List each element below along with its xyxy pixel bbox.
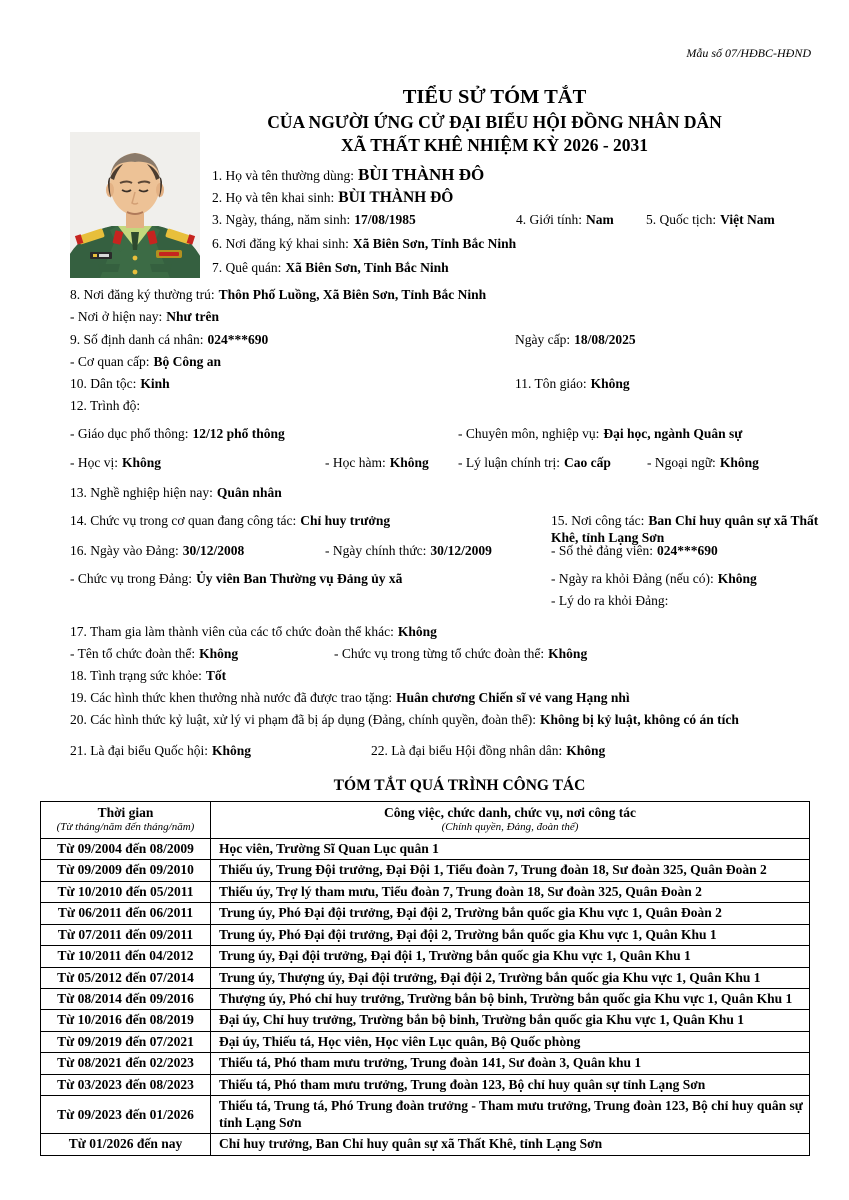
career-table-header-row xyxy=(41,801,810,838)
party-exit-date-label: - Ngày ra khỏi Đảng (nếu có): xyxy=(551,571,714,587)
national-assembly-value: Không xyxy=(211,742,251,758)
workplace-label: 15. Nơi công tác: xyxy=(551,512,645,528)
table-row xyxy=(41,924,810,945)
career-time: Từ 06/2011 đến 06/2011 xyxy=(41,903,211,924)
organization-position-label: - Chức vụ trong từng tổ chức đoàn thể: xyxy=(334,645,545,661)
career-time: Từ 10/2010 đến 05/2011 xyxy=(41,881,211,902)
id-number-field xyxy=(70,332,268,347)
career-header-time-sub: (Từ tháng/năm đến tháng/năm) xyxy=(56,820,195,833)
party-join-date-field xyxy=(70,543,244,558)
party-exit-reason-field xyxy=(551,593,668,609)
career-work: Thiếu úy, Trợ lý tham mưu, Tiểu đoàn 7, Trung đoàn 18, Sư đoàn 325, Quân Đoàn 2 xyxy=(211,881,810,902)
religion-value: Không xyxy=(590,375,630,391)
field-row-20 xyxy=(70,712,811,734)
title-line-1: TIỂU SỬ TÓM TẮT xyxy=(402,86,587,108)
ethnicity-label: 10. Dân tộc: xyxy=(70,375,137,391)
birth-registration-value: Xã Biên Sơn, Tỉnh Bắc Ninh xyxy=(352,236,517,252)
title-line-2: CỦA NGƯỜI ỨNG CỬ ĐẠI BIỂU HỘI ĐỒNG NHÂN DÂN xyxy=(267,112,722,133)
career-time: Từ 08/2014 đến 09/2016 xyxy=(41,988,211,1009)
party-join-date-value: 30/12/2008 xyxy=(182,543,245,559)
full-name-common-value: BÙI THÀNH ĐÔ xyxy=(357,165,485,185)
party-card-number-label: - Số thẻ đảng viên: xyxy=(551,543,653,559)
religion-label: 11. Tôn giáo: xyxy=(515,375,587,391)
career-work: Trung úy, Thượng úy, Đại đội trưởng, Đại đội 2, Trường bắn quốc gia Khu vực 1, Quân Khu 1 xyxy=(211,967,810,988)
nationality-field xyxy=(646,212,775,228)
foreign-language-label: - Ngoại ngữ: xyxy=(647,454,716,470)
table-row xyxy=(41,881,810,902)
field-row-16 xyxy=(70,543,811,565)
professional-education-value: Đại học, ngành Quân sự xyxy=(603,426,743,442)
peoples-council-label: 22. Là đại biểu Hội đồng nhân dân: xyxy=(371,742,563,758)
party-official-date-field xyxy=(325,543,492,559)
political-theory-field xyxy=(458,455,611,471)
health-status-value: Tốt xyxy=(205,668,227,684)
career-table xyxy=(40,801,810,1156)
organization-position-value: Không xyxy=(548,645,588,661)
field-row-14-15 xyxy=(70,512,819,545)
id-issue-date-label: Ngày cấp: xyxy=(515,331,571,347)
field-row-13 xyxy=(70,485,811,507)
party-exit-reason-label: - Lý do ra khỏi Đảng: xyxy=(551,593,669,609)
awards-value: Huân chương Chiến sĩ vẻ vang Hạng nhì xyxy=(396,690,630,706)
career-time: Từ 09/2019 đến 07/2021 xyxy=(41,1031,211,1052)
id-number-value: 024***690 xyxy=(207,331,269,347)
field-row-17 xyxy=(70,624,811,646)
field-row-12 xyxy=(70,398,811,420)
career-work: Thiếu tá, Trung tá, Phó Trung đoàn trưởng - Tham mưu trưởng, Trung đoàn 123, Bộ chỉ huy quân sự tỉnh Lạng Sơn xyxy=(211,1096,810,1134)
permanent-residence-label: 8. Nơi đăng ký thường trú: xyxy=(70,287,215,303)
career-time: Từ 09/2004 đến 08/2009 xyxy=(41,838,211,859)
permanent-residence-value: Thôn Phố Luồng, Xã Biên Sơn, Tỉnh Bắc Ninh xyxy=(218,287,487,303)
position-value: Chỉ huy trưởng xyxy=(300,512,391,528)
field-row-12cdef xyxy=(70,455,811,477)
political-theory-label: - Lý luận chính trị: xyxy=(458,454,560,470)
field-row-19 xyxy=(70,690,811,712)
ethnicity-value: Kinh xyxy=(140,375,170,391)
career-time: Từ 09/2023 đến 01/2026 xyxy=(41,1096,211,1134)
career-time: Từ 05/2012 đến 07/2014 xyxy=(41,967,211,988)
career-header-time xyxy=(41,801,211,838)
career-header-work xyxy=(211,801,810,838)
field-row-12ab xyxy=(70,426,811,448)
personal-info-top xyxy=(212,165,809,283)
career-work: Đại úy, Chỉ huy trưởng, Trường bắn bộ binh, Trường bắn quốc gia Khu vực 1, Quân Khu 1 xyxy=(211,1010,810,1031)
party-official-date-label: - Ngày chính thức: xyxy=(325,543,427,559)
table-row xyxy=(41,1053,810,1074)
gender-value: Nam xyxy=(586,212,614,228)
career-work: Trung úy, Phó Đại đội trưởng, Đại đội 2, Trường bắn quốc gia Khu vực 1, Quân Khu 1 xyxy=(211,924,810,945)
gender-label: 4. Giới tính: xyxy=(516,212,583,228)
table-row xyxy=(41,860,810,881)
field-row-17ab xyxy=(70,646,811,668)
organizations-label: 17. Tham gia làm thành viên của các tổ chức đoàn thể khác: xyxy=(70,623,394,639)
field-row-3-4-5 xyxy=(212,212,809,236)
dob-label: 3. Ngày, tháng, năm sinh: xyxy=(212,212,351,228)
workplace-value: Ban Chỉ huy quân sự xã Thất Khê, tỉnh Lạng Sơn xyxy=(551,512,819,545)
portrait-illustration xyxy=(70,132,200,278)
career-time: Từ 07/2011 đến 09/2011 xyxy=(41,924,211,945)
nationality-value: Việt Nam xyxy=(720,212,775,228)
title-line-3: XÃ THẤT KHÊ NHIỆM KỲ 2026 - 2031 xyxy=(340,135,649,156)
academic-title-field xyxy=(325,455,429,471)
field-row-16d xyxy=(70,571,811,593)
career-work: Học viên, Trường Sĩ Quan Lục quân 1 xyxy=(211,838,810,859)
field-row-2 xyxy=(212,189,809,213)
career-time: Từ 09/2009 đến 09/2010 xyxy=(41,860,211,881)
position-field xyxy=(70,513,390,528)
organization-name-value: Không xyxy=(199,645,239,661)
career-header-work-sub: (Chính quyền, Đảng, đoàn thể) xyxy=(441,820,579,833)
id-issue-date-field xyxy=(515,332,636,348)
id-issue-date-value: 18/08/2025 xyxy=(574,331,636,347)
field-row-7 xyxy=(212,260,809,284)
current-residence-label: - Nơi ở hiện nay: xyxy=(70,309,163,325)
full-name-common-label: 1. Họ và tên thường dùng: xyxy=(212,168,354,184)
general-education-field xyxy=(70,426,285,441)
organization-name-label: - Tên tổ chức đoàn thể: xyxy=(70,645,196,661)
career-work: Trung úy, Phó Đại đội trưởng, Đại đội 2, Trường bắn quốc gia Khu vực 1, Quân Đoàn 2 xyxy=(211,903,810,924)
table-row xyxy=(41,1074,810,1095)
ethnicity-field xyxy=(70,376,170,391)
awards-label: 19. Các hình thức khen thưởng nhà nước đã được trao tặng: xyxy=(70,690,393,706)
foreign-language-value: Không xyxy=(719,454,759,470)
table-row xyxy=(41,1010,810,1031)
career-work: Thiếu tá, Phó tham mưu trưởng, Trung đoàn 141, Sư đoàn 3, Quân khu 1 xyxy=(211,1053,810,1074)
gender-field xyxy=(516,212,614,228)
party-card-number-field xyxy=(551,543,718,559)
party-exit-date-value: Không xyxy=(717,571,757,587)
peoples-council-value: Không xyxy=(566,742,606,758)
workplace-field xyxy=(551,513,819,547)
party-position-field xyxy=(70,571,402,586)
career-header-work-main: Công việc, chức danh, chức vụ, nơi công tác xyxy=(383,804,637,820)
hometown-label: 7. Quê quán: xyxy=(212,259,282,275)
current-residence-value: Như trên xyxy=(166,309,219,325)
field-row-10-11 xyxy=(70,376,811,398)
field-row-6 xyxy=(212,236,809,260)
party-exit-date-field xyxy=(551,571,757,587)
table-row xyxy=(41,838,810,859)
career-work: Chỉ huy trưởng, Ban Chỉ huy quân sự xã Thất Khê, tỉnh Lạng Sơn xyxy=(211,1134,810,1155)
personal-info-main xyxy=(70,287,819,765)
peoples-council-field xyxy=(371,743,605,759)
party-card-number-value: 024***690 xyxy=(656,543,718,559)
party-position-label: - Chức vụ trong Đảng: xyxy=(70,571,193,587)
field-row-8 xyxy=(70,287,811,309)
professional-education-label: - Chuyên môn, nghiệp vụ: xyxy=(458,426,600,442)
education-section-label: 12. Trình độ: xyxy=(70,398,141,414)
general-education-value: 12/12 phổ thông xyxy=(192,426,285,442)
id-issuer-value: Bộ Công an xyxy=(153,353,222,369)
field-row-21-22 xyxy=(70,743,811,765)
organization-name-field xyxy=(70,646,238,661)
hometown-value: Xã Biên Sơn, Tỉnh Bắc Ninh xyxy=(285,259,449,275)
academic-title-label: - Học hàm: xyxy=(325,454,386,470)
field-row-9c xyxy=(70,354,811,376)
birth-name-value: BÙI THÀNH ĐÔ xyxy=(338,188,454,206)
field-row-18 xyxy=(70,668,811,690)
political-theory-value: Cao cấp xyxy=(563,454,611,470)
national-assembly-field xyxy=(70,743,251,758)
birth-name-label: 2. Họ và tên khai sinh: xyxy=(212,189,335,205)
academic-degree-value: Không xyxy=(122,454,162,470)
table-row xyxy=(41,903,810,924)
nationality-label: 5. Quốc tịch: xyxy=(646,212,717,228)
table-row xyxy=(41,1134,810,1155)
id-number-label: 9. Số định danh cá nhân: xyxy=(70,331,204,347)
religion-field xyxy=(515,376,630,392)
field-row-8b xyxy=(70,309,811,331)
career-time: Từ 10/2011 đến 04/2012 xyxy=(41,946,211,967)
career-time: Từ 08/2021 đến 02/2023 xyxy=(41,1053,211,1074)
table-row xyxy=(41,1096,810,1134)
occupation-value: Quân nhân xyxy=(216,484,282,500)
career-work: Đại úy, Thiếu tá, Học viên, Học viên Lục quân, Bộ Quốc phòng xyxy=(211,1031,810,1052)
career-time: Từ 03/2023 đến 08/2023 xyxy=(41,1074,211,1095)
career-work: Trung úy, Đại đội trưởng, Đại đội 1, Trường bắn quốc gia Khu vực 1, Quân Khu 1 xyxy=(211,946,810,967)
party-official-date-value: 30/12/2009 xyxy=(430,543,492,559)
discipline-value: Không bị kỷ luật, không có án tích xyxy=(540,712,739,728)
career-section-title: TÓM TẮT QUÁ TRÌNH CÔNG TÁC xyxy=(333,776,586,794)
professional-education-field xyxy=(458,426,742,442)
party-join-date-label: 16. Ngày vào Đảng: xyxy=(70,543,179,559)
career-work: Thiếu tá, Phó tham mưu trưởng, Trung đoàn 123, Bộ chỉ huy quân sự tỉnh Lạng Sơn xyxy=(211,1074,810,1095)
field-row-1 xyxy=(212,165,809,189)
field-row-16f xyxy=(70,593,811,615)
health-status-label: 18. Tình trạng sức khỏe: xyxy=(70,668,202,684)
organizations-value: Không xyxy=(397,623,437,639)
career-time: Từ 01/2026 đến nay xyxy=(41,1134,211,1155)
dob-value: 17/08/1985 xyxy=(354,212,416,228)
national-assembly-label: 21. Là đại biểu Quốc hội: xyxy=(70,742,208,758)
table-row xyxy=(41,967,810,988)
id-issuer-label: - Cơ quan cấp: xyxy=(70,353,150,369)
dob-field xyxy=(212,212,416,227)
academic-degree-label: - Học vị: xyxy=(70,454,118,470)
academic-title-value: Không xyxy=(389,454,429,470)
career-work: Thiếu úy, Trung Đội trưởng, Đại Đội 1, Tiểu đoàn 7, Trung đoàn 18, Sư đoàn 325, Quân Đoàn 2 xyxy=(211,860,810,881)
position-label: 14. Chức vụ trong cơ quan đang công tác: xyxy=(70,512,297,528)
career-work: Thượng úy, Phó chỉ huy trưởng, Trường bắn bộ binh, Trường bắn quốc gia Khu vực 1, Quân Khu 1 xyxy=(211,988,810,1009)
career-time: Từ 10/2016 đến 08/2019 xyxy=(41,1010,211,1031)
party-position-value: Ủy viên Ban Thường vụ Đảng ủy xã xyxy=(196,571,403,587)
general-education-label: - Giáo dục phổ thông: xyxy=(70,426,189,442)
candidate-photo xyxy=(70,132,200,278)
birth-registration-label: 6. Nơi đăng ký khai sinh: xyxy=(212,236,349,252)
table-row xyxy=(41,988,810,1009)
field-row-9 xyxy=(70,332,811,354)
discipline-label: 20. Các hình thức kỷ luật, xử lý vi phạm đã bị áp dụng (Đảng, chính quyền, đoàn thể): xyxy=(70,712,537,728)
occupation-label: 13. Nghề nghiệp hiện nay: xyxy=(70,484,213,500)
foreign-language-field xyxy=(647,455,759,471)
form-number: Mẫu số 07/HĐBC-HĐND xyxy=(686,46,811,60)
table-row xyxy=(41,1031,810,1052)
organization-position-field xyxy=(334,646,587,662)
academic-degree-field xyxy=(70,455,161,470)
career-header-time-main: Thời gian xyxy=(97,804,154,820)
table-row xyxy=(41,946,810,967)
